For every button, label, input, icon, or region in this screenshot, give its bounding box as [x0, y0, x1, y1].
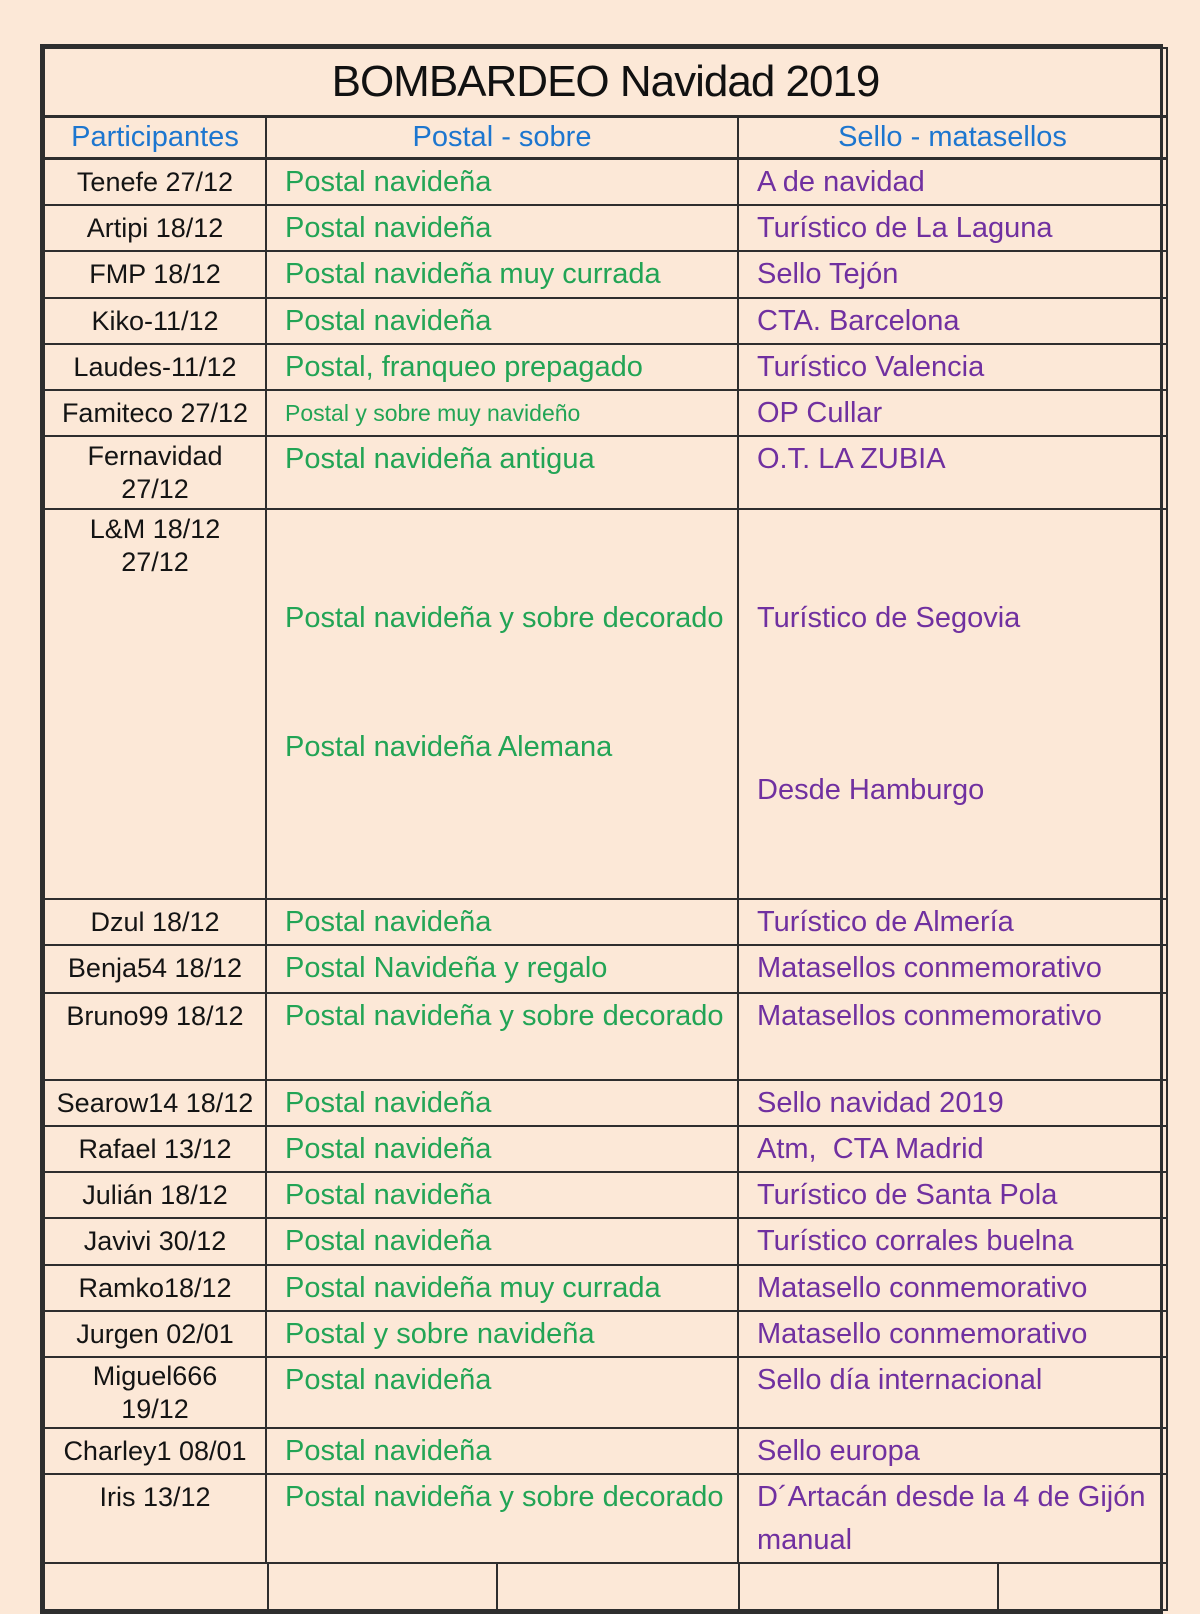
table-row [44, 205, 1167, 251]
footer-cells-container [44, 1563, 1167, 1610]
participant-cell: Javivi 30/12 [44, 1218, 266, 1265]
page-title: BOMBARDEO Navidad 2019 [44, 48, 1167, 117]
table-row [44, 390, 1167, 436]
table-row [44, 1357, 1167, 1428]
sello-cell: Sello día internacional [738, 1357, 1167, 1428]
footer-cell-group [45, 1564, 1166, 1609]
participant-cell: Dzul 18/12 [44, 899, 266, 945]
empty-cell [738, 1564, 997, 1609]
postal-cell: Postal navideña muy currada [266, 1265, 738, 1311]
table-row [44, 993, 1167, 1080]
postal-cell: Postal navideña muy currada [266, 251, 738, 298]
participant-line1: L&M 18/12 [89, 514, 221, 544]
sello-cell: Turístico de La Laguna [738, 205, 1167, 251]
postal-cell: Postal navideña [266, 298, 738, 344]
participant-cell [44, 436, 266, 509]
participant-cell: Kiko-11/12 [44, 298, 266, 344]
postal-cell: Postal navideña [266, 1172, 738, 1218]
table-row [44, 1218, 1167, 1265]
postal-cell: Postal navideña y sobre decorado [266, 1474, 738, 1563]
participant-cell [44, 1357, 266, 1428]
participant-cell: Bruno99 18/12 [44, 993, 266, 1080]
sello-cell: Turístico Valencia [738, 344, 1167, 390]
sello-cell: Matasello conmemorativo [738, 1311, 1167, 1357]
sello-cell: Matasellos conmemorativo [738, 945, 1167, 993]
sello-cell: OP Cullar [738, 390, 1167, 436]
empty-cell [997, 1564, 1166, 1609]
column-header-participantes: Participantes [44, 117, 266, 159]
table-row [44, 509, 1167, 899]
postal-cell: Postal navideña [266, 205, 738, 251]
participant-cell: Tenefe 27/12 [44, 159, 266, 206]
bombardeo-table [43, 47, 1168, 1611]
postal-cell: Postal y sobre muy navideño [266, 390, 738, 436]
sello-cell: Matasello conmemorativo [738, 1265, 1167, 1311]
column-header-postal: Postal - sobre [266, 117, 738, 159]
empty-cell [267, 1564, 496, 1609]
participant-cell: Ramko18/12 [44, 1265, 266, 1311]
table-row [44, 945, 1167, 993]
table-row [44, 899, 1167, 945]
participant-cell: Benja54 18/12 [44, 945, 266, 993]
participant-cell: Searow14 18/12 [44, 1080, 266, 1126]
postal-cell: Postal navideña [266, 1428, 738, 1474]
table-row [44, 1474, 1167, 1563]
postal-cell: Postal, franqueo prepagado [266, 344, 738, 390]
sello-cell: Turístico de Santa Pola [738, 1172, 1167, 1218]
sello-entry-1: Turístico de Segovia [757, 602, 1021, 634]
postal-entry-1: Postal navideña y sobre decorado [285, 602, 724, 634]
table-row [44, 1126, 1167, 1172]
sello-entry-2: Desde Hamburgo [757, 774, 985, 806]
postal-cell: Postal navideña [266, 1126, 738, 1172]
participant-cell: Rafael 13/12 [44, 1126, 266, 1172]
table-row [44, 1428, 1167, 1474]
empty-cell [496, 1564, 738, 1609]
postal-cell [266, 509, 738, 899]
sello-cell: Turístico corrales buelna [738, 1218, 1167, 1265]
sello-cell: Turístico de Almería [738, 899, 1167, 945]
sello-cell: O.T. LA ZUBIA [738, 436, 1167, 509]
sello-cell: CTA. Barcelona [738, 298, 1167, 344]
participant-line2: 27/12 [121, 547, 189, 577]
participant-line1: Fernavidad [87, 441, 223, 471]
postal-cell: Postal navideña [266, 1080, 738, 1126]
participant-cell [44, 509, 266, 899]
table-row [44, 344, 1167, 390]
table-row [44, 251, 1167, 298]
title-row [44, 48, 1167, 117]
table-row [44, 1172, 1167, 1218]
participant-line2: 27/12 [121, 474, 189, 504]
header-row [44, 117, 1167, 159]
sello-cell: Matasellos conmemorativo [738, 993, 1167, 1080]
postal-cell: Postal Navideña y regalo [266, 945, 738, 993]
participant-line2: 19/12 [121, 1394, 189, 1424]
empty-cell [45, 1564, 267, 1609]
table-row [44, 298, 1167, 344]
participant-cell: Artipi 18/12 [44, 205, 266, 251]
participant-cell: Charley1 08/01 [44, 1428, 266, 1474]
postal-cell: Postal navideña [266, 1218, 738, 1265]
table-row [44, 1080, 1167, 1126]
participant-cell: Famiteco 27/12 [44, 390, 266, 436]
participant-cell: FMP 18/12 [44, 251, 266, 298]
participant-cell: Laudes-11/12 [44, 344, 266, 390]
participant-cell: Julián 18/12 [44, 1172, 266, 1218]
participant-cell: Iris 13/12 [44, 1474, 266, 1563]
table-row [44, 1311, 1167, 1357]
participant-cell: Jurgen 02/01 [44, 1311, 266, 1357]
postal-entry-2: Postal navideña Alemana [285, 731, 613, 763]
postal-cell: Postal y sobre navideña [266, 1311, 738, 1357]
table-row [44, 159, 1167, 206]
sello-cell: D´Artacán desde la 4 de Gijón manual [738, 1474, 1167, 1563]
postal-cell: Postal navideña [266, 1357, 738, 1428]
sello-cell: Sello Tejón [738, 251, 1167, 298]
participant-line1: Miguel666 [92, 1361, 218, 1391]
postal-cell: Postal navideña [266, 159, 738, 206]
postal-cell: Postal navideña antigua [266, 436, 738, 509]
empty-footer-row [44, 1563, 1167, 1610]
table-row [44, 436, 1167, 509]
postal-cell: Postal navideña [266, 899, 738, 945]
table-row [44, 1265, 1167, 1311]
sello-cell: A de navidad [738, 159, 1167, 206]
sello-cell: Sello navidad 2019 [738, 1080, 1167, 1126]
bombardeo-sheet [40, 44, 1163, 1614]
sello-cell: Atm, CTA Madrid [738, 1126, 1167, 1172]
sello-cell: Sello europa [738, 1428, 1167, 1474]
column-header-sello: Sello - matasellos [738, 117, 1167, 159]
sello-cell [738, 509, 1167, 899]
postal-cell: Postal navideña y sobre decorado [266, 993, 738, 1080]
